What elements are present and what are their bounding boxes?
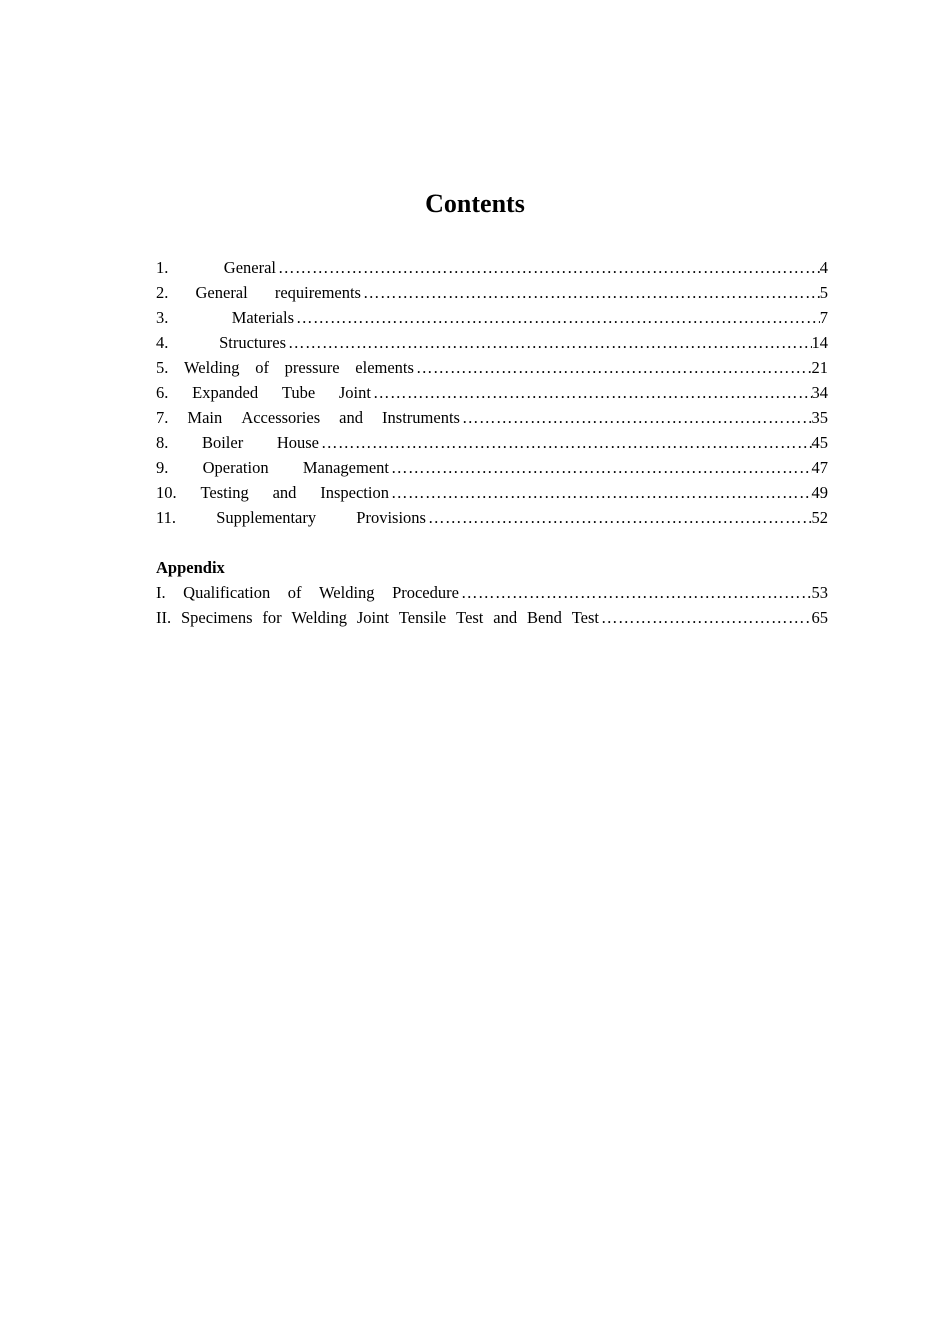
toc-entry-label	[156, 480, 389, 505]
toc-entry-word: Accessories	[241, 408, 321, 427]
toc-entry-word: Provisions	[356, 508, 426, 527]
toc-entry-word: pressure	[284, 358, 340, 377]
toc-entry-label	[156, 455, 389, 480]
toc-entry	[156, 455, 828, 480]
dot-leader	[391, 455, 812, 480]
toc-entry-word: Specimens	[181, 608, 253, 627]
toc-entry-word: Bend	[526, 608, 562, 627]
toc-entry-number: 8.	[156, 433, 169, 452]
toc-entry-label	[156, 255, 276, 280]
toc-entry-word: and	[493, 608, 518, 627]
toc-entry-word: Welding	[184, 358, 240, 377]
toc-entry	[156, 305, 828, 330]
appendix-heading: Appendix	[156, 558, 225, 577]
toc-entry-label	[156, 580, 459, 605]
toc-entry-page-number: 53	[811, 583, 828, 602]
toc-entry-word: of	[287, 583, 302, 602]
toc-entry-word: Expanded	[192, 383, 259, 402]
toc-entry-page-number: 4	[819, 258, 828, 277]
section-gap	[156, 530, 828, 555]
toc-entry-page-number: 47	[811, 458, 828, 477]
toc-entry	[156, 280, 828, 305]
toc-entry-label	[156, 380, 371, 405]
toc-entry-label	[156, 430, 319, 455]
dot-leader	[373, 380, 812, 405]
dot-leader	[288, 330, 812, 355]
toc-entry-word: Materials	[231, 308, 294, 327]
dot-leader	[278, 255, 820, 280]
dot-leader	[391, 480, 812, 505]
dot-leader	[296, 305, 820, 330]
toc-appendix-list	[156, 580, 828, 630]
toc-entry-page-number: 5	[819, 283, 828, 302]
toc-entry-label	[156, 605, 599, 630]
toc-entry-word: Structures	[219, 333, 286, 352]
toc-entry-number: 1.	[156, 258, 169, 277]
toc-entry-page-number: 45	[811, 433, 828, 452]
toc-entry-number: 7.	[156, 408, 169, 427]
toc-entry	[156, 480, 828, 505]
dot-leader	[363, 280, 820, 305]
toc-entry-page-number: 14	[811, 333, 828, 352]
toc-entry-label	[156, 280, 361, 305]
toc-entry-word: Tensile	[398, 608, 447, 627]
dot-leader	[461, 580, 812, 605]
toc-entry	[156, 430, 828, 455]
toc-entry-word: and	[339, 408, 363, 427]
dot-leader	[428, 505, 812, 530]
toc-entry-page-number: 35	[811, 408, 828, 427]
toc-entry	[156, 380, 828, 405]
toc-entry-number: II.	[156, 608, 172, 627]
toc-entry-word: House	[276, 433, 319, 452]
toc-entry-word: Test	[456, 608, 484, 627]
toc-entry-number: 10.	[156, 483, 177, 502]
toc-entry-word: requirements	[274, 283, 361, 302]
toc-entry-page-number: 21	[811, 358, 828, 377]
toc-entry-word: Boiler	[201, 433, 244, 452]
toc-entry-number: 3.	[156, 308, 169, 327]
toc-entry-word: General	[195, 283, 248, 302]
page-title: Contents	[425, 189, 525, 218]
toc-entry	[156, 505, 828, 530]
toc-entry-word: Instruments	[382, 408, 460, 427]
dot-leader	[462, 405, 812, 430]
toc-entry-label	[156, 505, 426, 530]
toc-entry-word: Tube	[281, 383, 316, 402]
toc-entry-word: Main	[187, 408, 223, 427]
toc-entry-number: 5.	[156, 358, 169, 377]
toc-entry-page-number: 49	[811, 483, 828, 502]
toc-entry	[156, 580, 828, 605]
toc-entry-word: Joint	[338, 383, 371, 402]
toc-entry-word: for	[262, 608, 282, 627]
toc-entry-label	[156, 355, 414, 380]
toc-entry	[156, 355, 828, 380]
dot-leader	[416, 355, 812, 380]
toc-entry-label	[156, 330, 286, 355]
toc-entry-word: Procedure	[392, 583, 459, 602]
toc-entry	[156, 405, 828, 430]
toc-entry	[156, 255, 828, 280]
dot-leader	[601, 605, 812, 630]
toc-entry-label	[156, 405, 460, 430]
toc-entry-word: Operation	[202, 458, 269, 477]
toc-entry-page-number: 34	[811, 383, 828, 402]
toc-entry-word: of	[255, 358, 269, 377]
toc-entry-word: Testing	[200, 483, 249, 502]
toc-entry-word: Test	[571, 608, 599, 627]
toc-entry-word: and	[272, 483, 297, 502]
toc-entry-label	[156, 305, 294, 330]
toc-entry-word: Qualification	[183, 583, 271, 602]
toc-entry-page-number: 52	[811, 508, 828, 527]
toc-entry-number: I.	[156, 583, 166, 602]
toc-entry-number: 4.	[156, 333, 169, 352]
toc-entry-page-number: 65	[811, 608, 828, 627]
dot-leader	[321, 430, 812, 455]
toc-entry	[156, 605, 828, 630]
toc-main-list	[156, 255, 828, 530]
toc-entry-page-number: 7	[819, 308, 828, 327]
toc-entry-number: 9.	[156, 458, 169, 477]
toc-entry-word: Management	[302, 458, 389, 477]
toc-entry-word: Supplementary	[216, 508, 317, 527]
toc-entry-number: 6.	[156, 383, 169, 402]
toc-entry-word: elements	[355, 358, 414, 377]
toc-entry-number: 11.	[156, 508, 177, 527]
table-of-contents	[156, 255, 828, 630]
toc-entry-word: Inspection	[320, 483, 389, 502]
toc-entry	[156, 330, 828, 355]
toc-entry-word: Welding	[319, 583, 375, 602]
toc-entry-word: Joint	[356, 608, 389, 627]
toc-entry-number: 2.	[156, 283, 169, 302]
toc-entry-word: General	[223, 258, 276, 277]
toc-entry-word: Welding	[291, 608, 347, 627]
